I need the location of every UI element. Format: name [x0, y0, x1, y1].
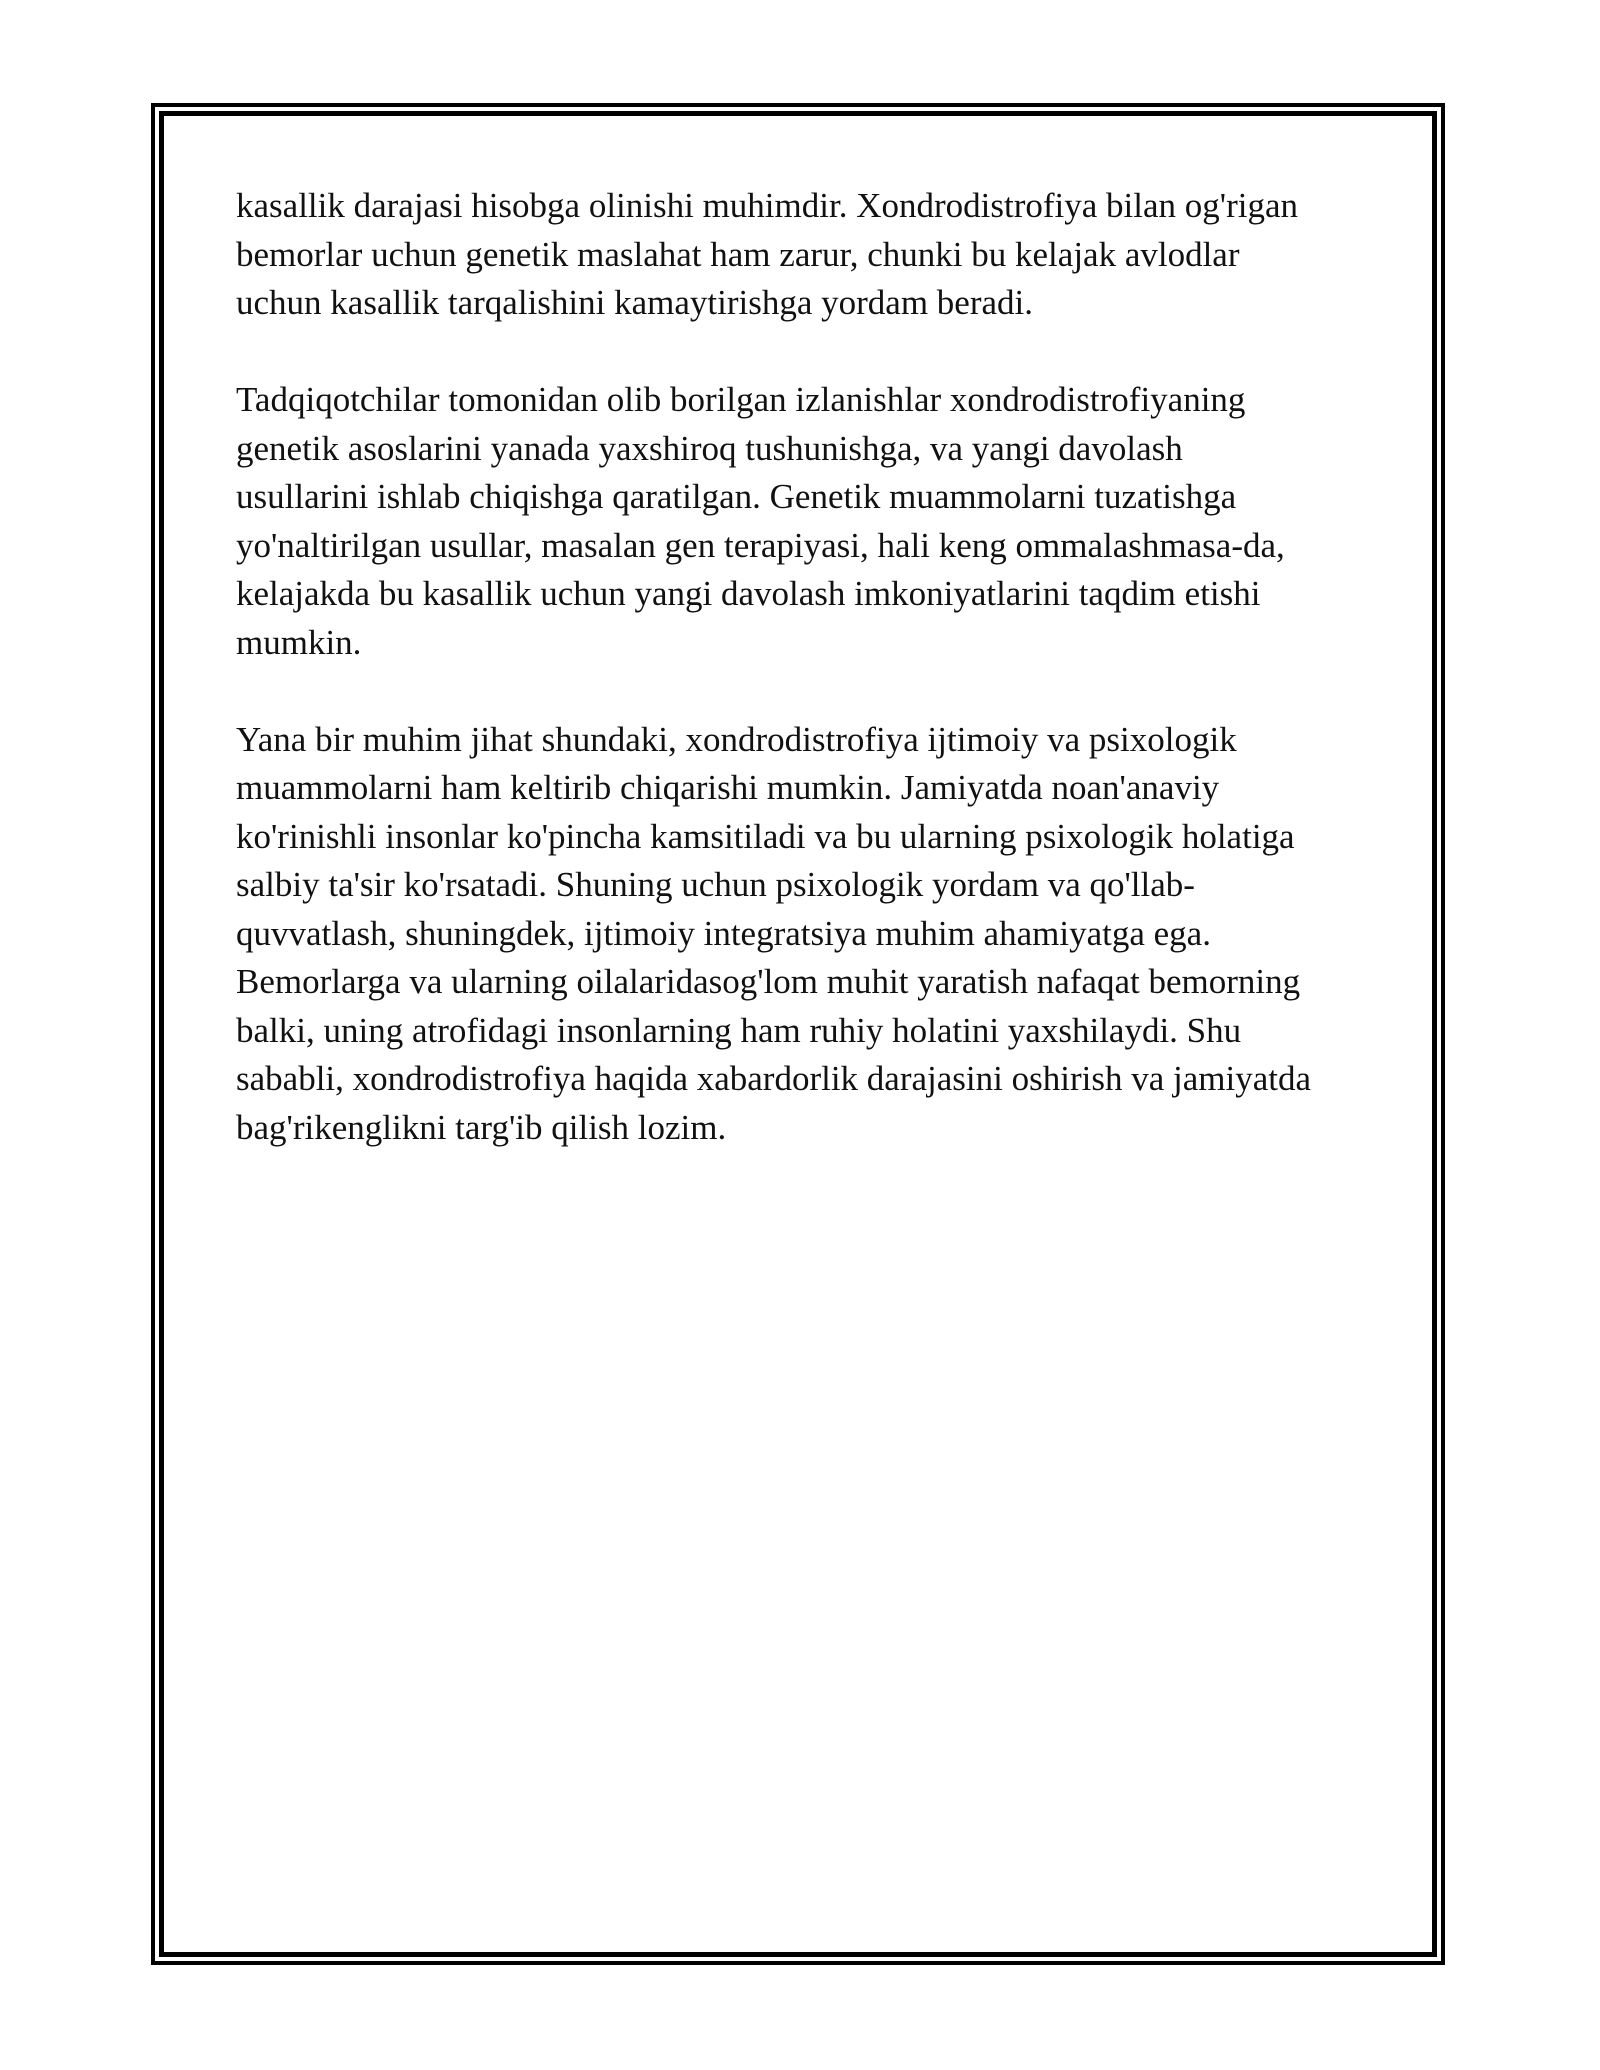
text-line: salbiy ta'sir ko'rsatadi. Shuning uchun psixologik yordam va qo'llab-: [236, 865, 1195, 904]
paragraph-1: [236, 182, 1366, 328]
text-line: genetik asoslarini yanada yaxshiroq tushunishga, va yangi davolash: [236, 428, 1183, 468]
text-line: muammolarni ham keltirib chiqarishi mumkin. Jamiyatda noan'anaviy: [236, 768, 1220, 807]
text-line: yo'naltirilgan usullar, masalan gen terapiyasi, hali keng ommalashmasa-da,: [236, 525, 1285, 565]
text-line: Yana bir muhim jihat shundaki, xondrodistrofiya ijtimoiy va psixologik: [236, 719, 1237, 759]
text-line: Bemorlarga va ularning oilalaridasog'lom muhit yaratish nafaqat bemorning: [236, 962, 1301, 1001]
text-line: bag'rikenglikni targ'ib qilish lozim.: [236, 1107, 727, 1147]
text-line: kasallik darajasi hisobga olinishi muhimdir. Xondrodistrofiya bilan og'rigan: [236, 186, 1298, 225]
text-line: usullarini ishlab chiqishga qaratilgan. Genetik muammolarni tuzatishga: [236, 477, 1237, 516]
paragraph-2: [236, 376, 1366, 667]
text-line: quvvatlash, shuningdek, ijtimoiy integratsiya muhim ahamiyatga ega.: [236, 913, 1211, 953]
text-line: balki, uning atrofidagi insonlarning ham ruhiy holatini yaxshilaydi. Shu: [236, 1010, 1242, 1050]
text-line: bemorlar uchun genetik maslahat ham zarur, chunki bu kelajak avlodlar: [236, 234, 1240, 274]
paragraph-3: [236, 716, 1366, 1153]
text-line: kelajakda bu kasallik uchun yangi davolash imkoniyatlarini taqdim etishi: [236, 574, 1261, 613]
text-line: sababli, xondrodistrofiya haqida xabardorlik darajasini oshirish va jamiyatda: [236, 1059, 1311, 1098]
text-line: mumkin.: [236, 622, 362, 662]
text-line: Tadqiqotchilar tomonidan olib borilgan izlanishlar xondrodistrofiyaning: [236, 380, 1246, 419]
document-body: [236, 182, 1366, 1201]
text-line: ko'rinishli insonlar ko'pincha kamsitiladi va bu ularning psixologik holatiga: [236, 816, 1295, 856]
text-line: uchun kasallik tarqalishini kamaytirishga yordam beradi.: [236, 283, 1034, 322]
